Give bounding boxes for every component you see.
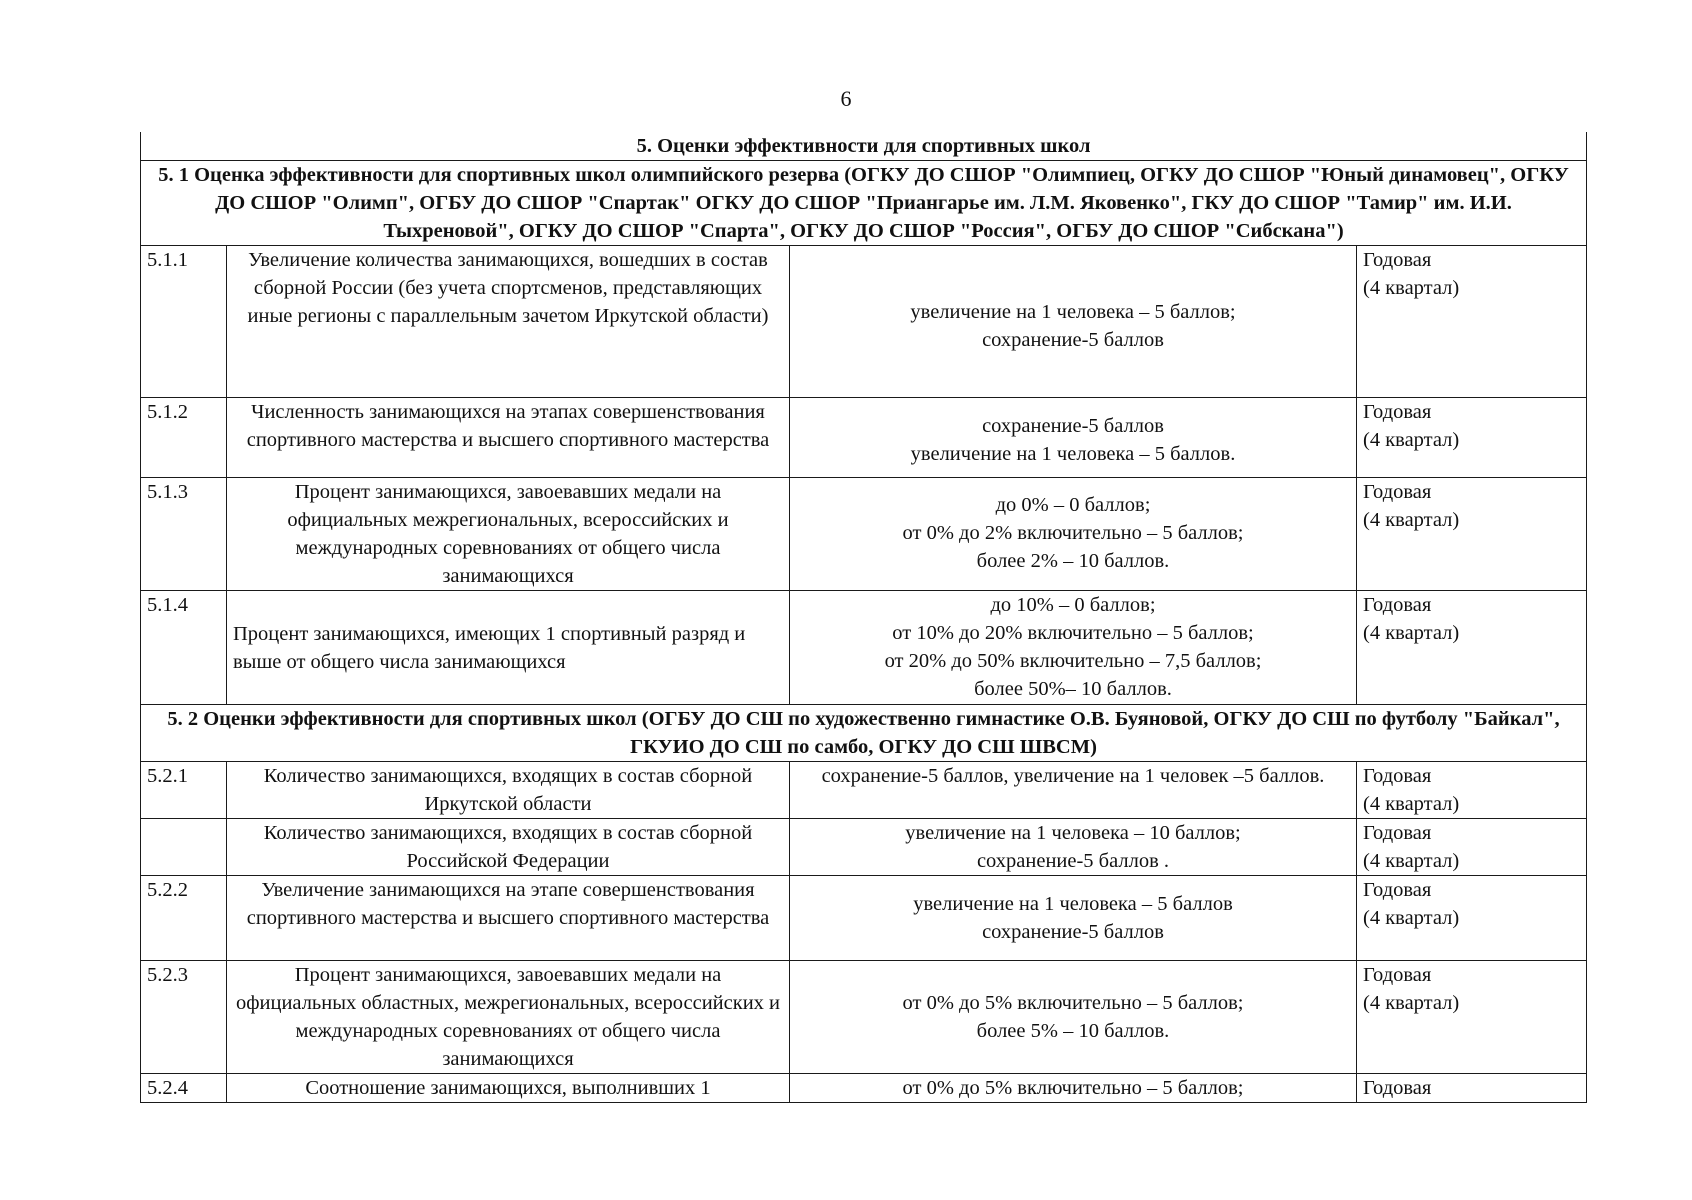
period-line: Годовая [1363, 964, 1432, 986]
period-line: (4 квартал) [1363, 992, 1460, 1014]
criteria-line: более 2% – 10 баллов. [976, 550, 1170, 572]
criteria-line: сохранение-5 баллов [982, 415, 1164, 437]
period-line: (4 квартал) [1363, 622, 1460, 644]
criteria-line: от 20% до 50% включительно – 7,5 баллов; [884, 650, 1262, 672]
criteria-cell [790, 478, 1357, 591]
criteria-cell [790, 762, 1357, 819]
row-number: 5.1.4 [141, 591, 227, 705]
table-row [141, 591, 1587, 705]
period-line: (4 квартал) [1363, 509, 1460, 531]
row-number: 5.2.2 [141, 876, 227, 961]
table-row [141, 876, 1587, 961]
criteria-cell [790, 398, 1357, 478]
period-cell [1357, 246, 1587, 398]
period-cell [1357, 591, 1587, 705]
period-cell [1357, 961, 1587, 1074]
period-cell [1357, 819, 1587, 876]
criteria-cell [790, 1074, 1357, 1103]
subsection-1-title: 5. 1 Оценка эффективности для спортивных школ олимпийского резерва (ОГКУ ДО СШОР "Олимпиец, ОГКУ ДО СШОР "Юный динамовец", ОГКУ ДО СШОР "Олимп", ОГБУ ДО СШОР "Спартак" ОГКУ ДО СШОР "Приангарье им. Л.М. Яковенко", ГКУ ДО СШОР "Тамир" им. И.И. Тыхреновой", ОГКУ ДО СШОР "Спарта", ОГКУ ДО СШОР "Россия", ОГБУ ДО СШОР "Сибскана") [141, 161, 1587, 246]
row-number: 5.1.2 [141, 398, 227, 478]
period-cell [1357, 762, 1587, 819]
indicator-cell: Количество занимающихся, входящих в состав сборной Российской Федерации [227, 819, 790, 876]
period-line: Годовая [1363, 481, 1432, 503]
subsection-2-title: 5. 2 Оценки эффективности для спортивных школ (ОГБУ ДО СШ по художественно гимнастике О.В. Буяновой, ОГКУ ДО СШ по футболу "Байкал", ГКУИО ДО СШ по самбо, ОГКУ ДО СШ ШВСМ) [141, 705, 1587, 762]
criteria-line: сохранение-5 баллов [982, 329, 1164, 351]
period-line: (4 квартал) [1363, 850, 1460, 872]
period-cell [1357, 1074, 1587, 1103]
row-number: 5.1.1 [141, 246, 227, 398]
criteria-line: увеличение на 1 человека – 5 баллов; [910, 301, 1236, 323]
indicator-cell: Численность занимающихся на этапах совершенствования спортивного мастерства и высшего спортивного мастерства [227, 398, 790, 478]
subsection-1-title-row [141, 161, 1587, 246]
row-number: 5.2.1 [141, 762, 227, 819]
period-line: (4 квартал) [1363, 907, 1460, 929]
criteria-line: более 5% – 10 баллов. [976, 1020, 1170, 1042]
criteria-line: до 0% – 0 баллов; [995, 494, 1151, 516]
indicator-cell: Процент занимающихся, завоевавших медали на официальных межрегиональных, всероссийских и международных соревнованиях от общего числа занимающихся [227, 478, 790, 591]
period-cell [1357, 478, 1587, 591]
period-line: Годовая [1363, 822, 1432, 844]
table-row [141, 398, 1587, 478]
criteria-line: сохранение-5 баллов [982, 921, 1164, 943]
criteria-line: увеличение на 1 человека – 5 баллов [913, 893, 1233, 915]
row-number: 5.2.4 [141, 1074, 227, 1103]
criteria-line: до 10% – 0 баллов; [990, 594, 1156, 616]
period-cell [1357, 876, 1587, 961]
period-line: Годовая [1363, 765, 1432, 787]
period-line: Годовая [1363, 401, 1432, 423]
criteria-line: сохранение-5 баллов . [976, 850, 1170, 872]
table-row [141, 762, 1587, 819]
period-line: Годовая [1363, 879, 1432, 901]
row-number [141, 819, 227, 876]
criteria-line: от 10% до 20% включительно – 5 баллов; [892, 622, 1254, 644]
indicator-cell: Соотношение занимающихся, выполнивших 1 [227, 1074, 790, 1103]
subsection-2-title-row [141, 705, 1587, 762]
period-line: (4 квартал) [1363, 277, 1460, 299]
indicator-cell: Увеличение занимающихся на этапе совершенствования спортивного мастерства и высшего спортивного мастерства [227, 876, 790, 961]
table-row [141, 478, 1587, 591]
table-row [141, 961, 1587, 1074]
indicator-cell: Процент занимающихся, имеющих 1 спортивный разряд и выше от общего числа занимающихся [227, 591, 790, 705]
period-line: Годовая [1363, 1077, 1432, 1099]
criteria-cell [790, 961, 1357, 1074]
criteria-cell [790, 819, 1357, 876]
period-line: (4 квартал) [1363, 793, 1460, 815]
criteria-line: более 50%– 10 баллов. [974, 678, 1172, 700]
table-row [141, 1074, 1587, 1103]
section-title-row [141, 132, 1587, 161]
row-number: 5.2.3 [141, 961, 227, 1074]
criteria-line: увеличение на 1 человека – 10 баллов; [905, 822, 1241, 844]
row-number: 5.1.3 [141, 478, 227, 591]
criteria-line: от 0% до 2% включительно – 5 баллов; [902, 522, 1244, 544]
period-line: Годовая [1363, 249, 1432, 271]
indicator-cell: Процент занимающихся, завоевавших медали на официальных областных, межрегиональных, всероссийских и международных соревнованиях от общего числа занимающихся [227, 961, 790, 1074]
criteria-line: сохранение-5 баллов, увеличение на 1 человек –5 баллов. [821, 765, 1325, 787]
criteria-line: увеличение на 1 человека – 5 баллов. [910, 443, 1236, 465]
indicator-cell: Увеличение количества занимающихся, вошедших в состав сборной России (без учета спортсменов, представляющих иные регионы с параллельным зачетом Иркутской области) [227, 246, 790, 398]
period-cell [1357, 398, 1587, 478]
criteria-cell [790, 876, 1357, 961]
period-line: Годовая [1363, 594, 1432, 616]
section-title: 5. Оценки эффективности для спортивных школ [141, 132, 1587, 161]
criteria-line: от 0% до 5% включительно – 5 баллов; [902, 992, 1244, 1014]
indicator-cell: Количество занимающихся, входящих в состав сборной Иркутской области [227, 762, 790, 819]
page-number: 6 [840, 86, 852, 111]
table-row [141, 819, 1587, 876]
criteria-line: от 0% до 5% включительно – 5 баллов; [902, 1077, 1244, 1099]
criteria-cell [790, 246, 1357, 398]
efficiency-table [140, 132, 1587, 1103]
table-row [141, 246, 1587, 398]
period-line: (4 квартал) [1363, 429, 1460, 451]
criteria-cell [790, 591, 1357, 705]
